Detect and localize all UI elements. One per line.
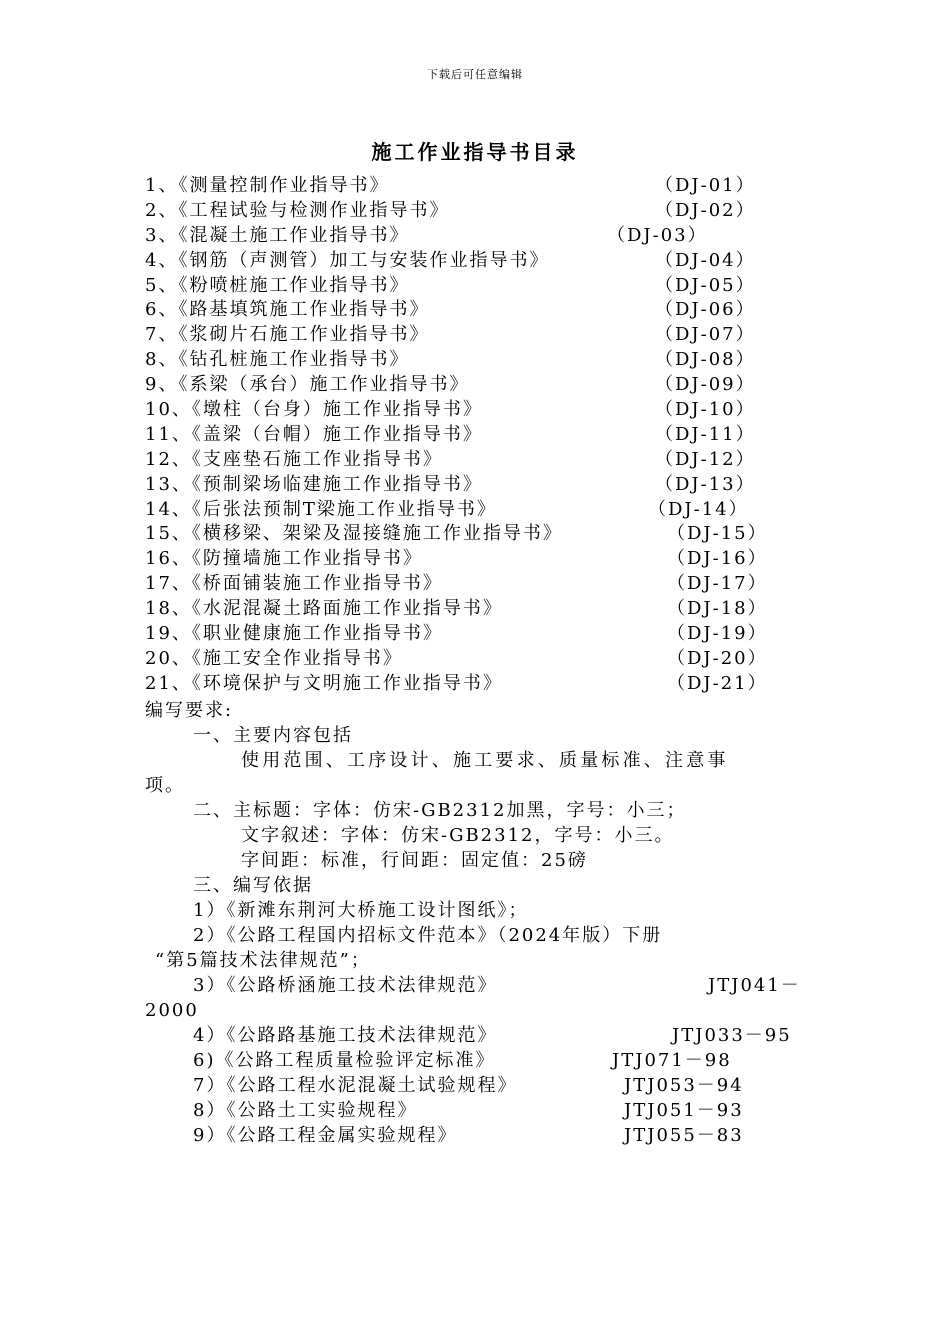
section-1-text-cont: 项。 xyxy=(145,775,185,796)
toc-item-label: 20、《施工安全作业指导书》 xyxy=(145,647,403,669)
toc-item xyxy=(145,473,845,498)
reference-item: 3）《公路桥涵施工技术法律规范》 xyxy=(193,975,498,996)
toc-list xyxy=(145,174,845,697)
reference-item: 2）《公路工程国内招标文件范本》（2024年版）下册 xyxy=(193,925,663,946)
page-header: 下载后可任意编辑 xyxy=(427,68,523,81)
reference-code: JTJ041－ xyxy=(708,975,801,996)
toc-item xyxy=(145,224,845,249)
toc-item-label: 15、《横移梁、架梁及湿接缝施工作业指导书》 xyxy=(145,523,563,545)
toc-item-label: 7、《浆砌片石施工作业指导书》 xyxy=(145,324,430,346)
section-1-title: 一、主要内容包括 xyxy=(193,725,353,746)
section-2-line: 字间距：标准，行间距：固定值：25磅 xyxy=(241,850,588,871)
requirements-heading: 编写要求: xyxy=(145,700,234,721)
reference-item: 7）《公路工程水泥混凝土试验规程》 xyxy=(193,1075,518,1096)
toc-item xyxy=(145,199,845,224)
toc-item xyxy=(145,323,845,348)
reference-code: JTJ071－98 xyxy=(612,1050,732,1071)
toc-item-label: 6、《路基填筑施工作业指导书》 xyxy=(145,299,430,321)
toc-item-code: （DJ-03） xyxy=(607,224,708,246)
toc-item-label: 8、《钻孔桩施工作业指导书》 xyxy=(145,349,410,371)
toc-item-code: （DJ-17） xyxy=(667,573,768,595)
reference-item: 8）《公路土工实验规程》 xyxy=(193,1100,418,1121)
toc-item-code: （DJ-13） xyxy=(655,473,756,495)
reference-code: JTJ055－83 xyxy=(624,1125,744,1146)
toc-item xyxy=(145,522,845,547)
toc-item-code: （DJ-01） xyxy=(655,175,756,196)
toc-item-label: 1、《测量控制作业指导书》 xyxy=(145,175,390,196)
toc-item xyxy=(145,622,845,647)
reference-item: 6)《公路工程质量检验评定标准》 xyxy=(193,1050,496,1071)
toc-item xyxy=(145,348,845,373)
section-3-title: 三、编写依据 xyxy=(193,875,313,896)
toc-item xyxy=(145,373,845,398)
toc-item-label: 17、《桥面铺装施工作业指导书》 xyxy=(145,573,443,595)
toc-item-code: （DJ-06） xyxy=(655,299,756,321)
toc-item-code: （DJ-02） xyxy=(655,199,756,221)
toc-item xyxy=(145,398,845,423)
toc-item xyxy=(145,672,845,697)
reference-item: 9）《公路工程金属实验规程》 xyxy=(193,1125,458,1146)
toc-item xyxy=(145,572,845,597)
reference-code-cont: 2000 xyxy=(145,1000,199,1021)
toc-item xyxy=(145,249,845,274)
toc-item-label: 11、《盖梁（台帽）施工作业指导书》 xyxy=(145,423,483,445)
toc-item-label: 16、《防撞墙施工作业指导书》 xyxy=(145,548,423,570)
toc-item-label: 18、《水泥混凝土路面施工作业指导书》 xyxy=(145,598,503,620)
toc-item-label: 12、《支座垫石施工作业指导书》 xyxy=(145,448,443,470)
toc-item-code: （DJ-15） xyxy=(667,523,768,545)
reference-item-cont: “第5篇技术法律规范”； xyxy=(155,950,371,971)
toc-item-code: （DJ-11） xyxy=(655,423,756,445)
section-2-line: 文字叙述：字体：仿宋-GB2312，字号：小三。 xyxy=(241,825,675,846)
toc-item-label: 10、《墩柱（台身）施工作业指导书》 xyxy=(145,399,483,421)
toc-item-code: （DJ-14） xyxy=(648,498,749,520)
toc-item-label: 21、《环境保护与文明施工作业指导书》 xyxy=(145,672,503,694)
toc-item-code: （DJ-19） xyxy=(667,623,768,645)
toc-item-code: （DJ-10） xyxy=(655,399,756,421)
toc-item-label: 13、《预制梁场临建施工作业指导书》 xyxy=(145,473,483,495)
toc-item-code: （DJ-21） xyxy=(667,672,768,694)
toc-item-code: （DJ-05） xyxy=(655,274,756,296)
toc-item-code: （DJ-08） xyxy=(655,349,756,371)
section-2-title: 二、主标题：字体：仿宋-GB2312加黑，字号：小三； xyxy=(193,800,687,821)
reference-item: 4）《公路路基施工技术法律规范》 xyxy=(193,1025,498,1046)
toc-item xyxy=(145,274,845,299)
reference-code: JTJ051－93 xyxy=(624,1100,744,1121)
toc-item-label: 4、《钢筋（声测管）加工与安装作业指导书》 xyxy=(145,249,550,271)
section-1-text: 使用范围、工序设计、施工要求、质量标准、注意事 xyxy=(241,750,729,771)
toc-item xyxy=(145,498,845,523)
reference-item: 1）《新滩东荆河大桥施工设计图纸》； xyxy=(193,900,529,921)
toc-item-label: 5、《粉喷桩施工作业指导书》 xyxy=(145,274,410,296)
toc-item xyxy=(145,423,845,448)
toc-item-code: （DJ-07） xyxy=(655,324,756,346)
toc-item xyxy=(145,448,845,473)
toc-item xyxy=(145,298,845,323)
toc-item-code: （DJ-09） xyxy=(655,374,756,396)
toc-item-label: 9、《系梁（承台）施工作业指导书》 xyxy=(145,374,470,396)
toc-item-code: （DJ-18） xyxy=(667,598,768,620)
toc-item-code: （DJ-12） xyxy=(655,448,756,470)
toc-item xyxy=(145,174,845,199)
toc-item-code: （DJ-20） xyxy=(667,647,768,669)
toc-item xyxy=(145,547,845,572)
toc-item xyxy=(145,647,845,672)
toc-item xyxy=(145,597,845,622)
toc-item-label: 19、《职业健康施工作业指导书》 xyxy=(145,623,443,645)
reference-code: JTJ033－95 xyxy=(672,1025,792,1046)
toc-item-label: 3、《混凝土施工作业指导书》 xyxy=(145,224,410,246)
toc-item-code: （DJ-16） xyxy=(667,548,768,570)
document-title: 施工作业指导书目录 xyxy=(371,140,579,164)
toc-item-label: 2、《工程试验与检测作业指导书》 xyxy=(145,199,450,221)
toc-item-label: 14、《后张法预制T梁施工作业指导书》 xyxy=(145,498,497,520)
toc-item-code: （DJ-04） xyxy=(655,249,756,271)
reference-code: JTJ053－94 xyxy=(624,1075,744,1096)
